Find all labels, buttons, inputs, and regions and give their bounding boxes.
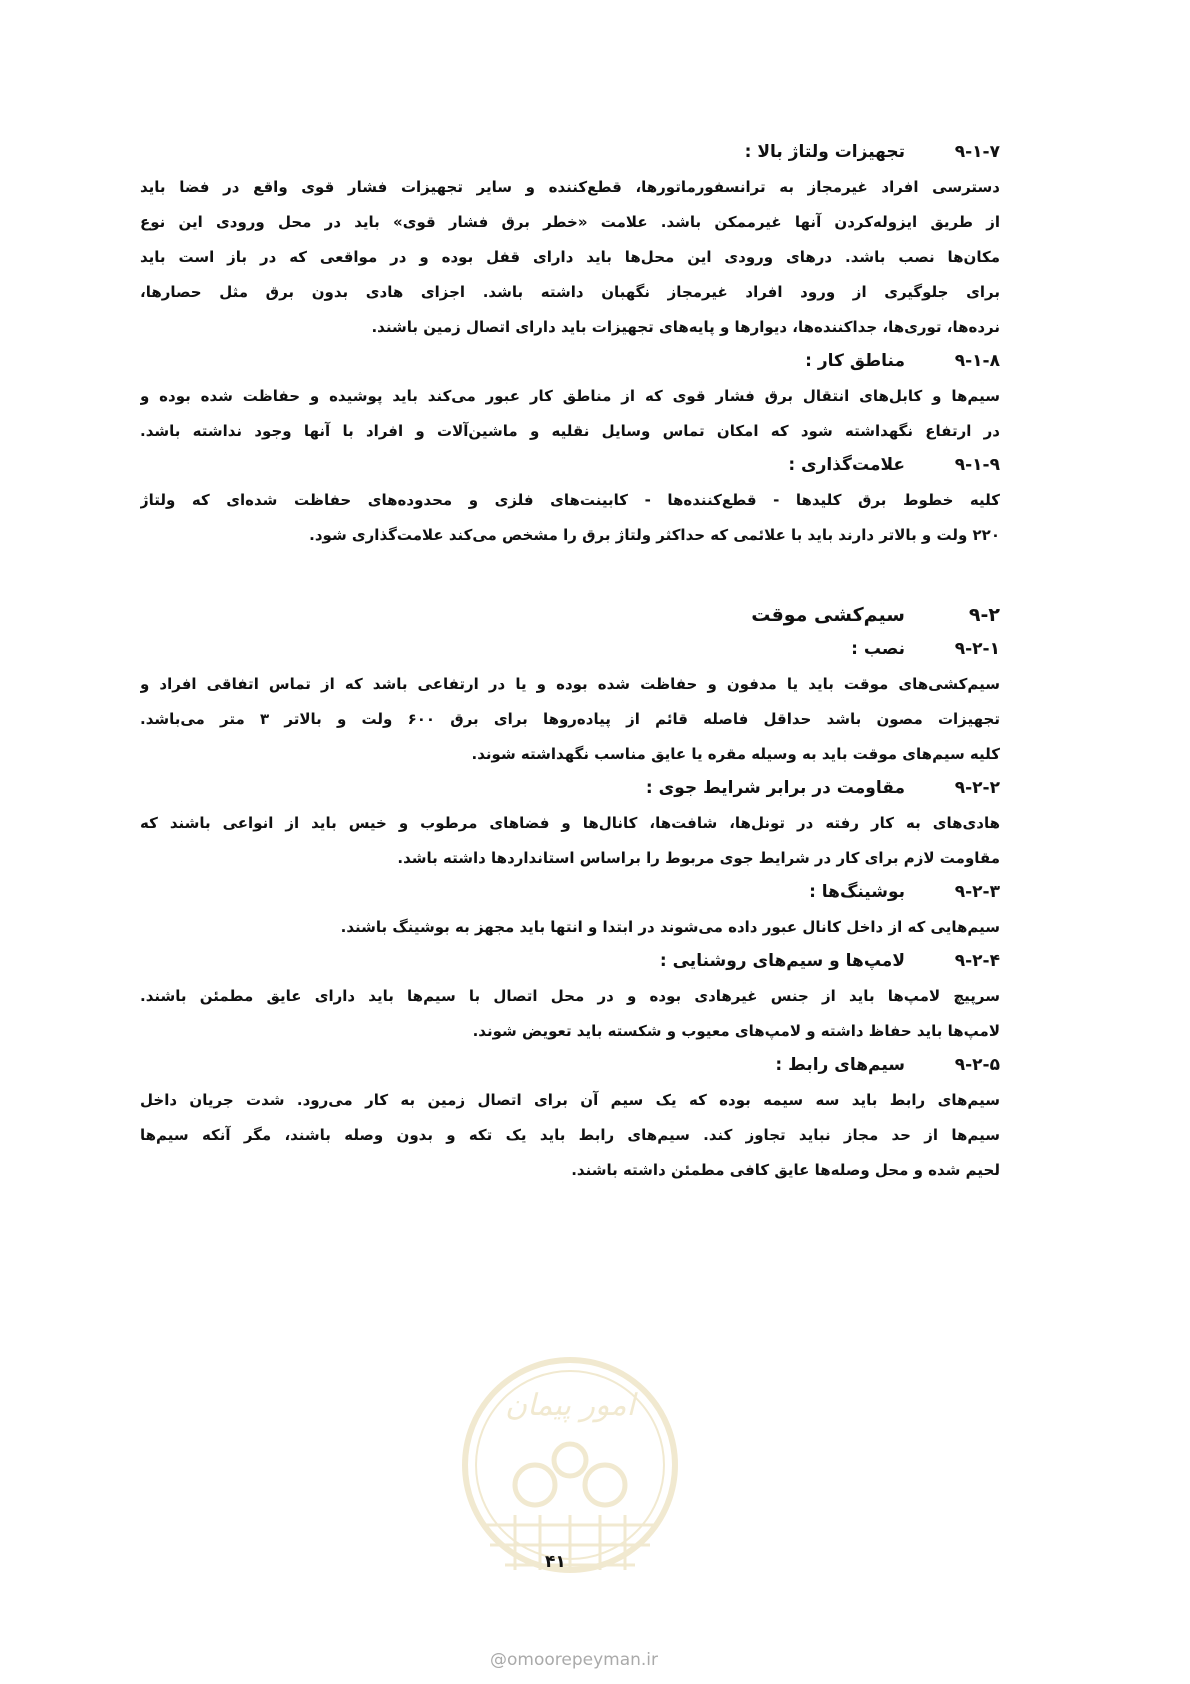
section-title: بوشینگ‌ها : — [809, 882, 905, 902]
document-content — [140, 142, 1000, 1194]
paragraph — [140, 170, 1000, 345]
text-line: مکان‌ها نصب باشد. درهای ورودی این محل‌ها باید دارای قفل بوده و در مواقعی که در باز است باید — [140, 248, 1000, 266]
section-number: ۹-۲ — [968, 604, 1000, 626]
section-number: ۹-۲-۱ — [954, 639, 1000, 659]
text-line: لامپ‌ها باید حفاظ داشته و لامپ‌های معیوب و شکسته باید تعویض شوند. — [472, 1022, 1000, 1040]
watermark-text: امور پیمان — [505, 1388, 635, 1423]
text-line: سرپیچ لامپ‌ها باید از جنس غیرهادی بوده و در محل اتصال با سیم‌ها باید دارای عایق مطمئن باشند. — [140, 987, 1000, 1005]
page-number: ۴۱ — [545, 1552, 566, 1572]
section-title: سیم‌های رابط : — [775, 1055, 905, 1075]
text-line: نرده‌ها، توری‌ها، جداکننده‌ها، دیوارها و پایه‌های تجهیزات باید دارای اتصال زمین باشند. — [371, 318, 1000, 336]
paragraph — [140, 379, 1000, 449]
section-number: ۹-۲-۲ — [954, 778, 1000, 798]
text-line: تجهیزات مصون باشد حداقل فاصله قائم از پیاده‌روها برای برق ۶۰۰ ولت و بالاتر ۳ متر می‌باشد. — [140, 710, 1000, 728]
section-heading — [140, 951, 1000, 971]
section-heading — [140, 882, 1000, 902]
section-number: ۹-۲-۵ — [954, 1055, 1000, 1075]
section-number: ۹-۱-۷ — [954, 142, 1000, 162]
section-title: مناطق کار : — [805, 351, 905, 371]
section-number: ۹-۲-۴ — [954, 951, 1000, 971]
section-title: نصب : — [851, 639, 905, 659]
text-line: لحیم شده و محل وصله‌ها عایق کافی مطمئن داشته باشند. — [571, 1161, 1000, 1179]
text-line: ۲۲۰ ولت و بالاتر دارند باید با علائمی که حداکثر ولتاژ برق را مشخص می‌کند علامت‌گذاری شود. — [309, 526, 1000, 544]
chapter-heading — [140, 605, 1000, 625]
section-title: مقاومت در برابر شرایط جوی : — [645, 778, 905, 798]
section-number: ۹-۲-۳ — [954, 882, 1000, 902]
paragraph — [140, 806, 1000, 876]
text-line: از طریق ایزوله‌کردن آنها غیرممکن باشد. علامت «خطر برق فشار قوی» باید در محل ورودی این نوع — [140, 213, 1000, 231]
section-heading — [140, 1055, 1000, 1075]
paragraph — [140, 1083, 1000, 1188]
paragraph — [140, 483, 1000, 553]
section-title: سیم‌کشی موقت — [751, 604, 905, 626]
paragraph — [140, 667, 1000, 772]
text-line: سیم‌ها از حد مجاز نباید تجاوز کند. سیم‌های رابط باید یک تکه و بدون وصله باشند، مگر آنکه سیم‌ها — [140, 1126, 1000, 1144]
text-line: دسترسی افراد غیرمجاز به ترانسفورماتورها، قطع‌کننده و سایر تجهیزات فشار قوی واقع در فضا باید — [140, 178, 1000, 196]
text-line: مقاومت لازم برای کار در شرایط جوی مربوط را براساس استانداردها داشته باشد. — [397, 849, 1000, 867]
text-line: کلیه سیم‌های موقت باید به وسیله مقره یا عایق مناسب نگهداشته شوند. — [471, 745, 1000, 763]
section-title: علامت‌گذاری : — [788, 455, 905, 475]
section-heading — [140, 142, 1000, 162]
text-line: کلیه خطوط برق کلیدها - قطع‌کننده‌ها - کابینت‌های فلزی و محدوده‌های حفاظت شده‌ای که ولتاژ — [140, 491, 1000, 509]
section-number: ۹-۱-۸ — [954, 351, 1000, 371]
text-line: سیم‌کشی‌های موقت باید یا مدفون و حفاظت شده بوده و یا در ارتفاعی باشد که از تماس اتفاقی افراد و — [140, 675, 1000, 693]
text-line: سیم‌ها و کابل‌های انتقال برق فشار قوی که از مناطق کار عبور می‌کند باید پوشیده و حفاظت شده بوده و — [140, 387, 1000, 405]
paragraph — [140, 979, 1000, 1049]
text-line: در ارتفاع نگهداشته شود که امکان تماس وسایل نقلیه و ماشین‌آلات و افراد با آنها وجود نداشته باشد. — [140, 422, 1000, 440]
paragraph — [140, 910, 1000, 945]
text-line: برای جلوگیری از ورود افراد غیرمجاز نگهبان داشته باشد. اجزای هادی بدون برق مثل حصارها، — [140, 283, 1000, 301]
section-title: تجهیزات ولتاژ بالا : — [744, 142, 905, 162]
watermark-logo — [455, 1320, 685, 1610]
text-line: سیم‌هایی که از داخل کانال عبور داده می‌شوند در ابتدا و انتها باید مجهز به بوشینگ باشند. — [340, 918, 1000, 936]
footer-handle: @omoorepeyman.ir — [490, 1650, 659, 1670]
section-heading — [140, 778, 1000, 798]
text-line: هادی‌های به کار رفته در تونل‌ها، شافت‌ها، کانال‌ها و فضاهای مرطوب و خیس باید از انواعی باشند که — [140, 814, 1000, 832]
section-number: ۹-۱-۹ — [954, 455, 1000, 475]
section-title: لامپ‌ها و سیم‌های روشنایی : — [659, 951, 905, 971]
text-line: سیم‌های رابط باید سه سیمه بوده که یک سیم آن برای اتصال زمین به کار می‌رود. شدت جریان داخل — [140, 1091, 1000, 1109]
section-heading — [140, 455, 1000, 475]
section-heading — [140, 351, 1000, 371]
section-heading — [140, 639, 1000, 659]
